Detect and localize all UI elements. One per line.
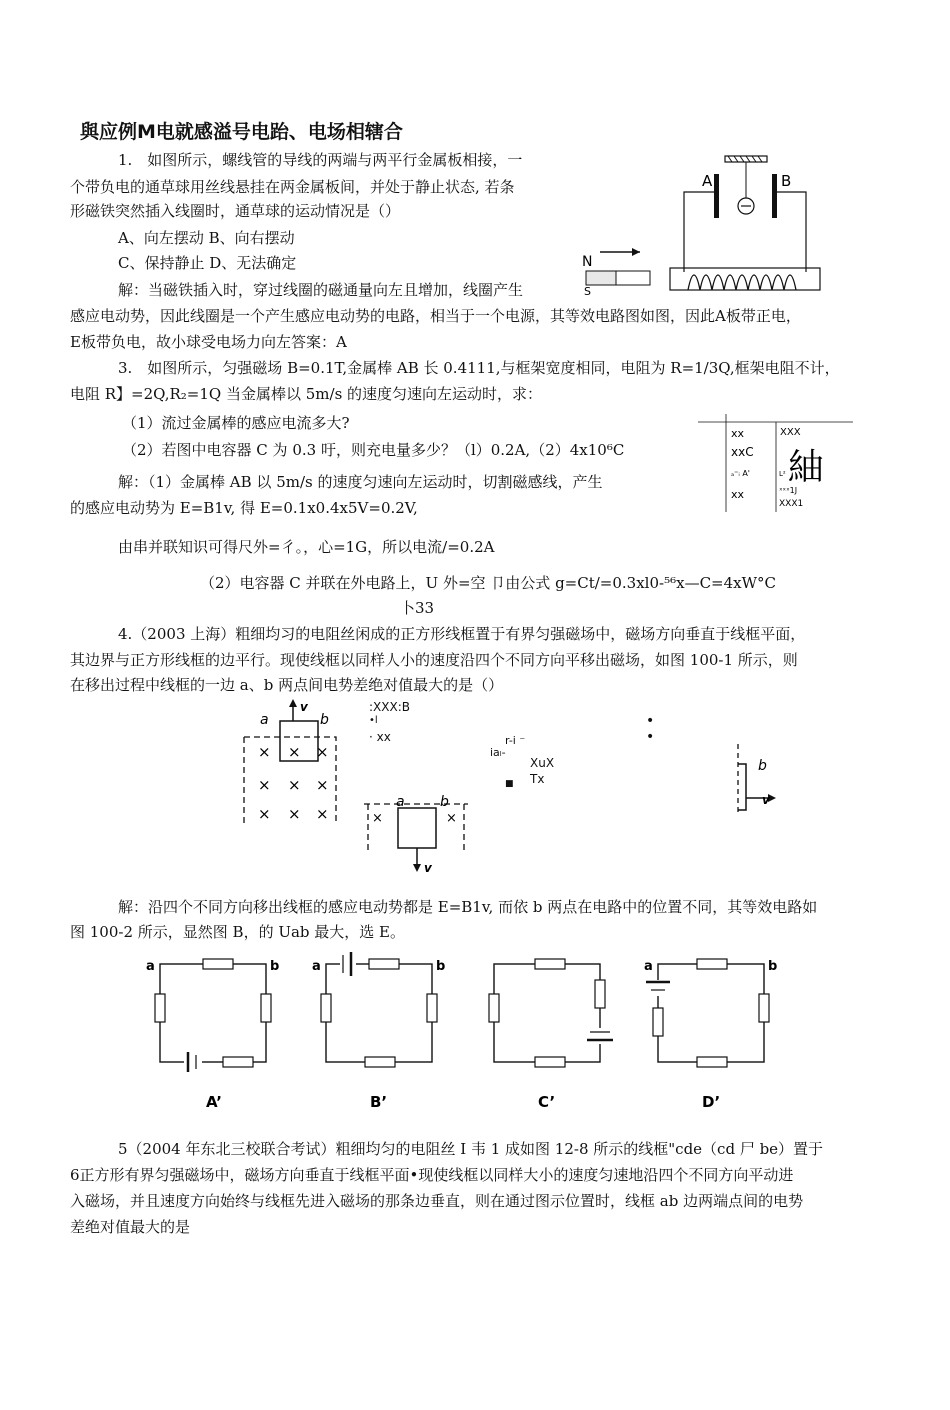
node-b-label: b [768, 959, 778, 974]
field-cross: × [446, 811, 457, 826]
q4-fig-b-mark: •l [369, 715, 378, 726]
field-marks-8: XXX1 [779, 499, 804, 509]
q4-solution-line-2: 图 100-2 所示，显然图 B，的 Uab 最大，选 E。 [70, 923, 406, 941]
q4-fig-c-mark-1: r-i ⁻ [505, 734, 526, 747]
q3-text-line-1: 3. 如图所示，匀强磁场 B=0.1T,金属棒 AB 长 0.4111,与框架宽度相同，电阻为 R=1/3Q,框架电阻不计， [118, 359, 840, 377]
node-a-label: a [312, 959, 321, 974]
field-cross: × [288, 743, 301, 761]
point-b-label: b [440, 794, 449, 810]
circuit-a-prime [146, 959, 279, 1111]
q4-equivalent-circuits [140, 952, 790, 1117]
plate-b-label: B [781, 172, 792, 190]
velocity-label: v [424, 861, 432, 875]
section-title: 與应例M电就感溢号电跆、电场相辖合 [80, 121, 403, 143]
q3-solution-line-4: （2）电容器 C 并联在外电路上，U 外=空 卩由公式 g=Ct/=0.3xl0-⁵⁶x—C=4xW°C [200, 574, 777, 592]
q4-text-line-3: 在移出过程中线框的一边 a、b 两点间电势差绝对值最大的是（） [70, 676, 504, 694]
q4-text-line-1: 4.（2003 上海）粗细均习的电阻丝闲成的正方形线框置于有界匀强磁场中，磁场方向垂直于线框平面， [118, 625, 806, 643]
magnet-n-label: N [582, 254, 593, 270]
field-cross: × [372, 811, 383, 826]
field-marks-3: ₐ⁼ᵢ A' [731, 469, 750, 478]
node-b-label: b [436, 959, 446, 974]
q4-figure-b [360, 792, 472, 876]
q4-figure-d [732, 742, 792, 814]
q3-solution-line-3: 由串并联知识可得尺外=彳。，心=1G，所以电流/=0.2A [118, 538, 495, 556]
garbled-glyph: 紬 [788, 447, 825, 488]
field-marks-5: XXX [780, 427, 801, 438]
point-a-label: a [260, 712, 269, 728]
q4-fig-dot: • [646, 729, 655, 745]
wire-frame [738, 764, 746, 810]
q4-solution-line-1: 解：沿四个不同方向移出线框的感应电动势都是 E=B1v, 而依 b 两点在电路中的位置不同，其等效电路如 [118, 898, 818, 916]
q1-options-cd: C、保持静止 D、无法确定 [118, 254, 297, 272]
field-marks-2: xxC [731, 445, 754, 459]
q1-text-line-1: 1. 如图所示，螺线管的导线的两端与两平行金属板相接，一 [118, 151, 523, 169]
q4-fig-c-mark-2: iaₗ- [490, 746, 506, 759]
field-cross: × [258, 805, 271, 823]
q4-text-line-2: 其边界与正方形线框的边平行。现使线框以同样人小的速度沿四个不同方向平移出磁场，如图 100-1 所示，则 [70, 651, 798, 669]
point-a-label: a [396, 794, 405, 810]
field-cross: × [258, 743, 271, 761]
point-b-label: b [320, 712, 329, 728]
circuit-label-c: C’ [538, 1093, 556, 1111]
q5-text-line-3: 入磁场，并且速度方向始终与线框先进入磁场的那条边垂直，则在通过图示位置时，线框 ab 边两端点间的电势 [70, 1192, 804, 1210]
magnet-s-label: S [584, 285, 591, 296]
q3-frame-figure [698, 414, 858, 514]
field-cross: × [316, 776, 329, 794]
q1-solution-line-2: 感应电动势，因此线圈是一个产生感应电动势的电路，相当于一个电源，其等效电路图如图，因此A板带正电， [70, 307, 801, 325]
coil-windings [688, 275, 796, 290]
circuit-label-a: A’ [206, 1093, 222, 1111]
field-marks-6: L² [779, 470, 786, 478]
field-marks-4: xx [731, 488, 745, 501]
plate-a [714, 174, 719, 218]
q5-text-line-1: 5（2004 年东北三校联合考试）粗细均匀的电阻丝 I 韦 1 成如图 12-8 所示的线框"cde（cd 尸 be）置于 [118, 1140, 824, 1158]
q4-fig-b-top-text: :XXX:B [369, 700, 410, 714]
q1-solenoid-figure [578, 148, 828, 296]
q1-solution-line-1: 解：当磁铁插入时，穿过线圈的磁通量向左且增加，线圈产生 [118, 281, 524, 299]
q4-fig-b-crosses: · xx [369, 730, 391, 744]
field-marks-7: ˣˣˣ1J [779, 486, 798, 495]
field-cross: × [316, 743, 329, 761]
velocity-label: v [300, 700, 308, 714]
circuit-d-prime [644, 959, 777, 1111]
wire-left [684, 192, 714, 272]
q5-text-line-4: 差绝对值最大的是 [70, 1218, 191, 1236]
q3-text-line-2: 电阻 R】=2Q,R₂=1Q 当金属棒以 5m/s 的速度匀速向左运动时，求： [70, 385, 543, 403]
q1-text-line-2: 个带负电的通草球用丝线悬挂在两金属板间，并处于静止状态, 若条 [70, 178, 515, 196]
q1-solution-line-3: E板带负电，故小球受电场力向左答案：A [70, 333, 347, 351]
velocity-label: v [762, 793, 770, 807]
circuit-label-d: D’ [702, 1093, 721, 1111]
field-cross: × [288, 805, 301, 823]
ceiling-hatch [725, 156, 767, 162]
plate-a-label: A [702, 172, 713, 190]
q4-fig-c-square: ■ [505, 779, 514, 789]
field-cross: × [316, 805, 329, 823]
q4-fig-c-crosses: XuX [530, 756, 555, 770]
q3-subquestion-2: （2）若图中电容器 C 为 0.3 吁，则充电量多少？（l）0.2A,（2）4x10⁶C [122, 441, 625, 459]
point-b-label: b [758, 758, 767, 774]
q3-subquestion-1: （1）流过金属棒的感应电流多大? [122, 414, 350, 432]
wire-frame [398, 808, 436, 848]
node-b-label: b [270, 959, 280, 974]
q1-options-ab: A、向左摆动 B、向右摆动 [118, 229, 295, 247]
q5-text-line-2: 6正方形有界匀强磁场中，磁场方向垂直于线框平面•现使线框以同样大小的速度匀速地沿四个不同方向平动进 [70, 1166, 794, 1184]
q4-fig-c-mark-3: Tx [530, 772, 545, 786]
field-cross: × [258, 776, 271, 794]
q3-solution-line-2: 的感应电动势为 E=B1v, 得 E=0.1x0.4x5V=0.2V, [70, 499, 418, 517]
plate-b [772, 174, 777, 218]
q3-solution-line-1: 解：（1）金属棒 AB 以 5m/s 的速度匀速向左运动时，切割磁感线，产生 [118, 473, 603, 491]
node-a-label: a [644, 959, 653, 974]
field-cross: × [288, 776, 301, 794]
circuit-label-b: B’ [370, 1093, 388, 1111]
q1-text-line-3: 形磁铁突然插入线圈时，通草球的运动情况是（） [70, 202, 401, 220]
circuit-c-prime [489, 959, 613, 1111]
wire-right [777, 192, 806, 272]
circuit-b-prime [312, 952, 445, 1111]
q4-fig-dot: • [646, 713, 655, 729]
field-marks-1: xx [731, 427, 745, 440]
q3-solution-line-5: 卜33 [400, 599, 435, 617]
node-a-label: a [146, 959, 155, 974]
q4-figure-a [236, 695, 348, 829]
